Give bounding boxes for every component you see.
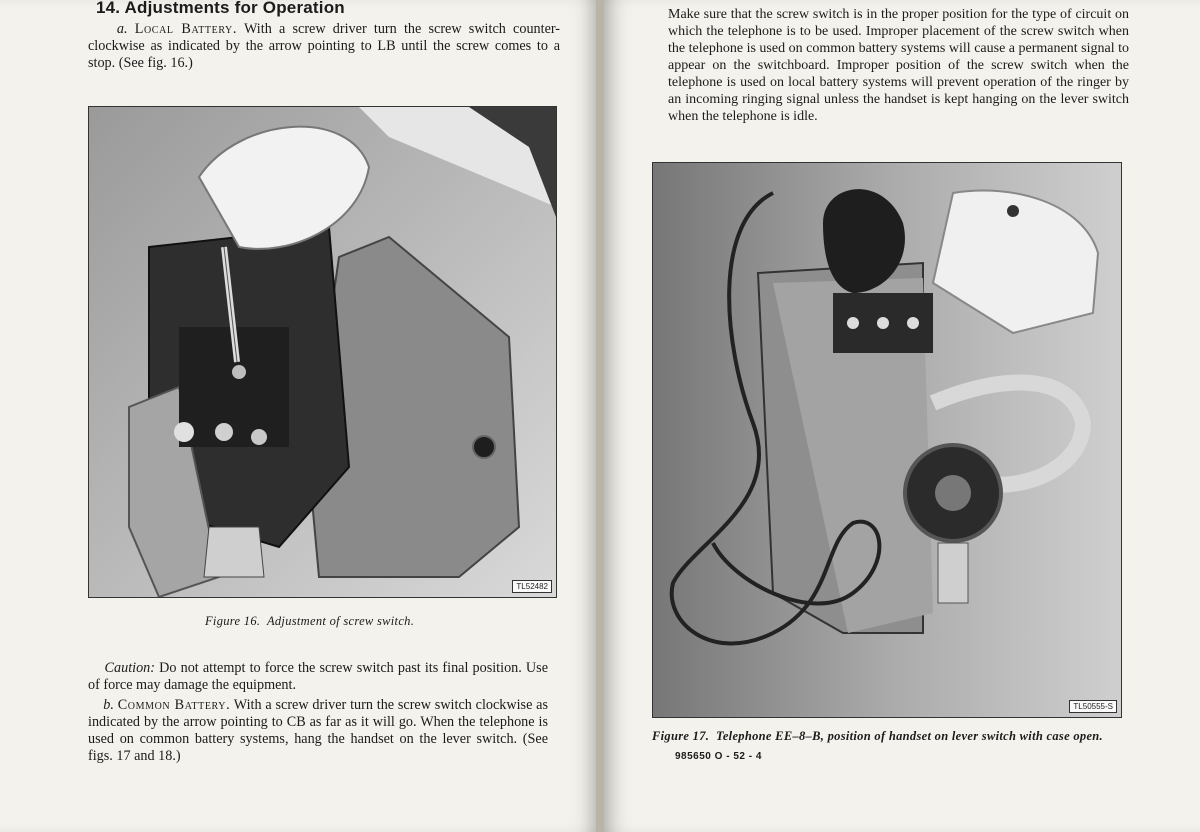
caption-label: Figure 16. xyxy=(205,614,261,628)
paragraph-local-battery xyxy=(88,21,560,72)
caption-label: Figure 17. xyxy=(652,729,710,743)
paragraph-label: b. xyxy=(103,697,114,713)
paragraph-title: Local Battery. xyxy=(134,21,238,37)
caution-label: Caution: xyxy=(104,660,155,676)
paragraph-title: Common Battery. xyxy=(117,697,231,713)
caption-text: Adjustment of screw switch. xyxy=(266,614,415,628)
paragraph-text: With a screw driver turn the screw switch clockwise as indicated by the arrow pointing to CB as far as it will go. When the telephone is used on common battery systems, hang the handset on the lever switch. (See figs. 17 and 18.) xyxy=(88,697,549,764)
right-page xyxy=(604,0,1200,832)
figure-tag: TL50555-S xyxy=(1069,700,1117,713)
caption-text: Telephone EE–8–B, position of handset on lever switch with case open. xyxy=(716,729,1103,743)
paragraph-label: a. xyxy=(116,21,128,37)
screwdriver-adjustment-illustration xyxy=(89,107,556,597)
section-heading: 14. Adjustments for Operation xyxy=(96,0,345,17)
paragraph-common-battery xyxy=(88,697,548,765)
paragraph-text: With a screw driver turn the screw switch counter-clockwise as indicated by the arrow pointing to LB until the screw comes to a stop. (See fig. 16.) xyxy=(88,21,561,71)
print-code: 985650 O - 52 - 4 xyxy=(675,751,762,762)
paragraph-screw-switch-position: Make sure that the screw switch is in the proper position for the type of circuit on which the telephone is to be used. Improper placement of the screw switch when the telephone is used on common battery systems will cause a permanent signal to appear on the switchboard. Improper position of the screw switch when the telephone is used on local battery systems will prevent operation of the ringer by an incoming ringing signal unless the handset is kept hanging on the lever switch when the telephone is idle. xyxy=(668,7,1129,124)
figure-tag: TL52482 xyxy=(512,580,552,593)
left-page xyxy=(0,0,598,832)
figure-16-caption xyxy=(205,614,465,629)
figure-16-photo xyxy=(88,106,557,598)
caution-text: Do not attempt to force the screw switch past its final position. Use of force may damage the equipment. xyxy=(88,660,549,693)
figure-17-photo xyxy=(652,162,1122,718)
caution-paragraph xyxy=(88,660,548,694)
figure-17-caption xyxy=(652,729,1122,744)
telephone-ee8b-illustration xyxy=(653,163,1121,717)
